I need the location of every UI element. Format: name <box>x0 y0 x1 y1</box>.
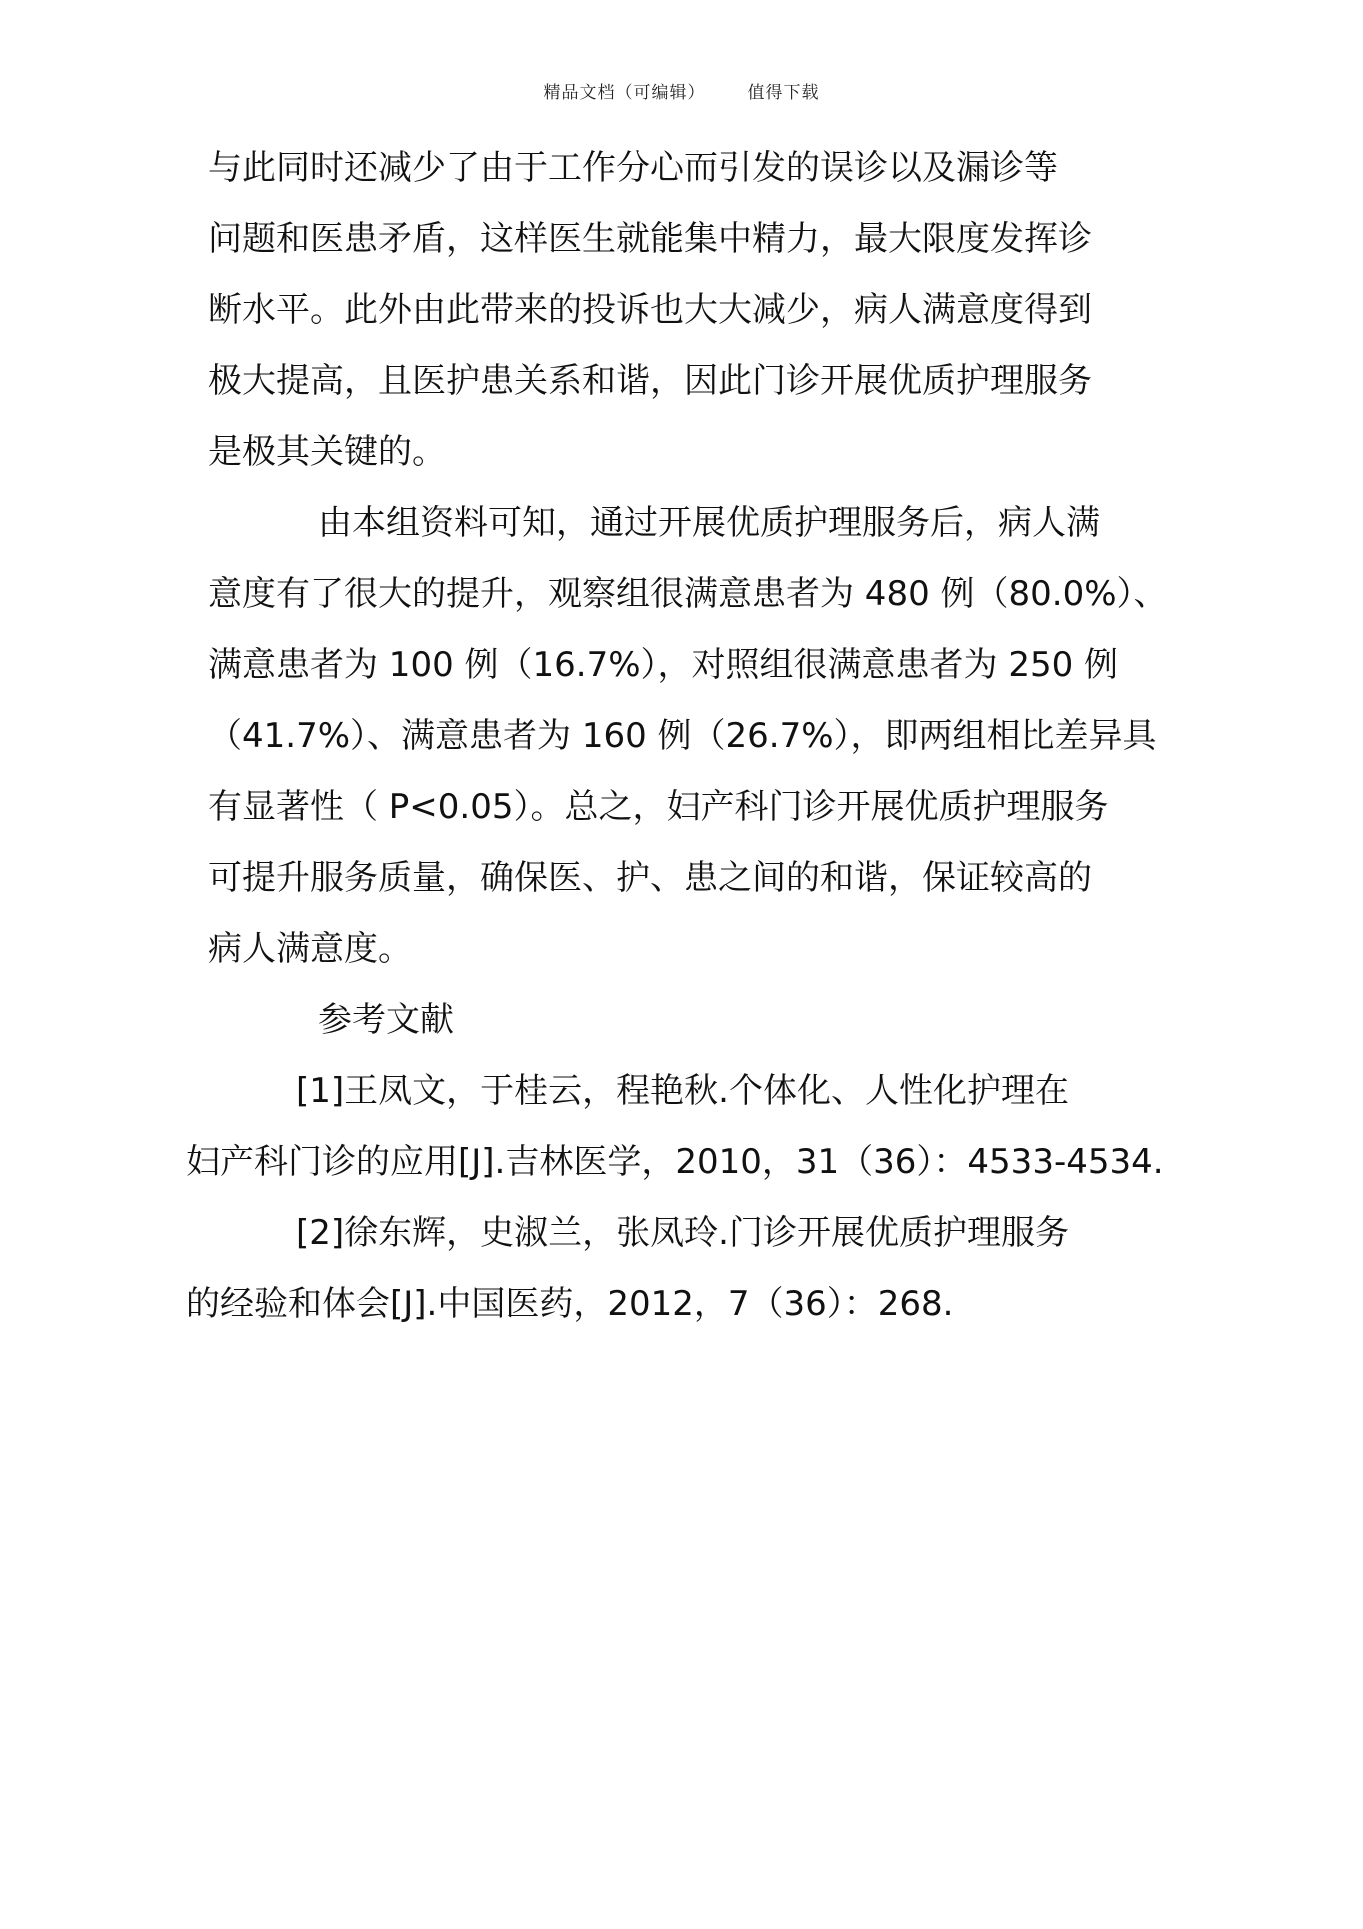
page-header <box>0 78 1363 103</box>
paragraph-line: 意度有了很大的提升，观察组很满意患者为 480 例（80.0%）、 <box>208 574 1168 614</box>
paragraph-line: 是极其关键的。 <box>208 432 446 472</box>
paragraph-line: 由本组资料可知，通过开展优质护理服务后，病人满 <box>318 503 1100 543</box>
header-left-text: 精品文档（可编辑） <box>543 83 706 103</box>
paragraph-line: （41.7%）、满意患者为 160 例（26.7%），即两组相比差异具 <box>208 716 1157 756</box>
reference-line: [2]徐东辉，史淑兰，张凤玲.门诊开展优质护理服务 <box>296 1213 1069 1253</box>
references-title: 参考文献 <box>318 1000 454 1040</box>
paragraph-line: 有显著性（ P<0.05）。总之，妇产科门诊开展优质护理服务 <box>208 787 1109 827</box>
reference-line: [1]王凤文，于桂云，程艳秋.个体化、人性化护理在 <box>296 1071 1069 1111</box>
paragraph-line: 满意患者为 100 例（16.7%），对照组很满意患者为 250 例 <box>208 645 1119 685</box>
reference-line: 的经验和体会[J].中国医药，2012，7（36）：268. <box>186 1284 954 1324</box>
header-right-text: 值得下载 <box>747 83 820 103</box>
reference-line: 妇产科门诊的应用[J].吉林医学，2010，31（36）：4533-4534. <box>186 1142 1164 1182</box>
paragraph-line: 与此同时还减少了由于工作分心而引发的误诊以及漏诊等 <box>208 148 1058 188</box>
paragraph-line: 可提升服务质量，确保医、护、患之间的和谐，保证较高的 <box>208 858 1092 898</box>
paragraph-line: 极大提高，且医护患关系和谐，因此门诊开展优质护理服务 <box>208 361 1092 401</box>
paragraph-line: 病人满意度。 <box>208 929 412 969</box>
paragraph-line: 断水平。此外由此带来的投诉也大大减少，病人满意度得到 <box>208 290 1092 330</box>
paragraph-line: 问题和医患矛盾，这样医生就能集中精力，最大限度发挥诊 <box>208 219 1092 259</box>
